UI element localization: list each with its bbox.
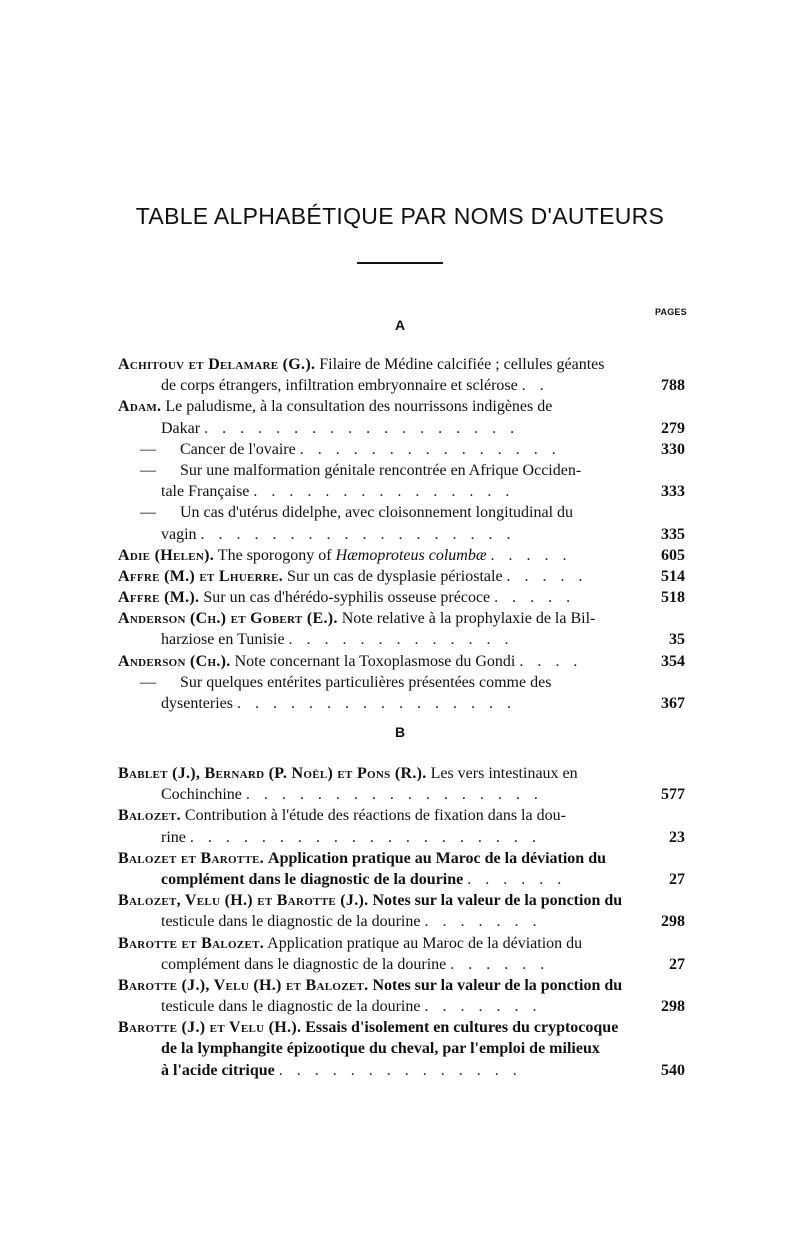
entry-text: complément dans le diagnostic de la dourine [161,870,464,888]
page-number: 788 [661,377,685,395]
page-number: 605 [661,546,685,564]
entry-authors: Affre (M.). [118,589,200,607]
index-entry [118,439,685,460]
entry-text: de corps étrangers, infiltration embryonnaire et sclérose [161,377,518,395]
page-number: 577 [661,786,685,804]
entry-text: de la lymphangite épizootique du cheval, par l'emploi de milieux [161,1040,600,1058]
entry-text: harziose en Tunisie [161,631,285,649]
entry-authors: Balozet. [118,807,181,825]
leader-dots: . . . . . [490,546,572,564]
page-number: 335 [661,525,685,543]
entry-text: Le paludisme, à la consultation des nourrissons indigènes de [165,398,553,416]
entry-text: Les vers intestinaux en [430,765,578,782]
section-b-entries [118,763,685,1081]
leader-dots: . . . . . . . . . . . . . . . [299,440,561,458]
index-entry [118,502,685,544]
page-number: 35 [669,631,685,649]
leader-dots: . . . . . . [467,870,567,888]
ditto-dash: — [140,504,156,522]
index-entry [118,1017,685,1081]
entry-text: testicule dans le diagnostic de la dourine [161,913,421,931]
entry-authors: Bablet (J.), Bernard (P. Noël) et Pons (R.). [118,765,427,782]
leader-dots: . . . . . [494,589,576,607]
leader-dots: . . . . . . . . . . . . . . . [253,483,515,501]
page-number: 514 [661,567,685,585]
index-entry [118,460,685,502]
leader-dots: . . . . . . . . . . . . . . . . . . [200,525,516,543]
ditto-dash: — [140,673,156,691]
page-number: 518 [661,589,685,607]
entry-text: rine [161,828,186,846]
entry-text: Sur un cas de dysplasie périostale [287,567,503,585]
section-a-entries [118,354,685,714]
leader-dots: . . . . [519,652,583,670]
entry-species-name: Hæmoproteus columbæ [335,546,487,564]
leader-dots: . . . . . . . [424,998,542,1016]
index-entry [118,587,685,608]
entry-text: Dakar [161,419,201,437]
entry-text: Cochinchine [161,786,242,804]
entry-text: complément dans le diagnostic de la dourine [161,955,447,973]
entry-text: Contribution à l'étude des réactions de fixation dans la dou- [184,807,566,825]
entry-text: The sporogony of [217,546,336,564]
entry-authors: Barotte (J.), Velu (H.) et Balozet. [118,976,369,994]
page-number: 298 [661,998,685,1016]
leader-dots: . . . . . . . [424,913,542,931]
leader-dots: . . . . . . . . . . . . . [288,631,514,649]
section-letter-b: B [394,724,406,740]
index-entry [118,608,685,650]
page-number: 279 [661,419,685,437]
leader-dots: . . . . . . [450,955,550,973]
entry-text: Note concernant la Toxoplasmose du Gondi [234,652,516,670]
entry-text: Note relative à la prophylaxie de la Bil- [341,610,596,628]
entry-text: Application pratique au Maroc de la déviation du [268,849,606,867]
index-entry [118,933,685,975]
entry-text: Sur un cas d'hérédo-syphilis osseuse précoce [203,589,491,607]
entry-text: Un cas d'utérus didelphe, avec cloisonnement longitudinal du [180,504,574,522]
index-entry [118,805,685,847]
entry-text: Application pratique au Maroc de la déviation du [267,934,583,952]
leader-dots: . . . . . . . . . . . . . . [278,1061,522,1079]
leader-dots: . . [521,377,549,395]
entry-text: vagin [161,525,197,543]
entry-text: Essais d'isolement en cultures du cryptocoque [305,1019,619,1037]
page-number: 540 [661,1061,685,1079]
entry-text: testicule dans le diagnostic de la dourine [161,998,421,1016]
index-entry [118,354,685,396]
index-entry [118,672,685,714]
page-title: TABLE ALPHABÉTIQUE PAR NOMS D'AUTEURS [135,203,665,229]
index-entry [118,975,685,1017]
index-entry [118,545,685,566]
leader-dots: . . . . . . . . . . . . . . . . . . . . [189,828,541,846]
page-number: 330 [661,440,685,458]
entry-authors: Balozet, Velu (H.) et Barotte (J.). [118,892,369,910]
page-number: 27 [669,955,685,973]
entry-authors: Adie (Helen). [118,546,215,564]
entry-authors: Achitouv et Delamare (G.). [118,356,316,373]
entry-authors: Adam. [118,398,162,416]
index-entry [118,890,685,932]
leader-dots: . . . . . . . . . . . . . . . . . . [204,419,520,437]
page-number: 367 [661,695,685,712]
section-letter-a: A [394,317,406,333]
page-number: 298 [661,913,685,931]
index-entry [118,566,685,587]
index-entry [118,763,685,805]
entry-text: Notes sur la valeur de la ponction du [372,976,623,994]
entry-authors: Barotte (J.) et Velu (H.). [118,1019,302,1037]
leader-dots: . . . . . [506,567,588,585]
leader-dots: . . . . . . . . . . . . . . . . [236,695,516,712]
entry-text: Sur quelques entérites particulières présentées comme des [180,673,552,691]
entry-text: Sur une malformation génitale rencontrée en Afrique Occiden- [180,461,582,479]
entry-authors: Barotte et Balozet. [118,934,265,952]
pages-column-header: PAGES [655,307,687,317]
entry-text: Filaire de Médine calcifiée ; cellules géantes [319,356,605,373]
page-number: 333 [661,483,685,501]
index-entry [118,396,685,438]
page-number: 354 [661,652,685,670]
entry-authors: Anderson (Ch.). [118,652,231,670]
entry-text: dysenteries [161,695,233,712]
page-number: 27 [669,870,685,888]
leader-dots: . . . . . . . . . . . . . . . . . [245,786,543,804]
title-rule [357,262,443,264]
entry-text: à l'acide citrique [161,1061,275,1079]
entry-text: tale Française [161,483,250,501]
entry-text: Cancer de l'ovaire [180,440,296,458]
entry-authors: Balozet et Barotte. [118,849,265,867]
entry-text: Notes sur la valeur de la ponction du [372,892,623,910]
ditto-dash: — [140,461,156,479]
entry-authors: Anderson (Ch.) et Gobert (E.). [118,610,338,628]
index-entry [118,848,685,890]
entry-authors: Affre (M.) et Lhuerre. [118,567,284,585]
ditto-dash: — [140,440,156,458]
page-number: 23 [669,828,685,846]
index-entry [118,651,685,672]
